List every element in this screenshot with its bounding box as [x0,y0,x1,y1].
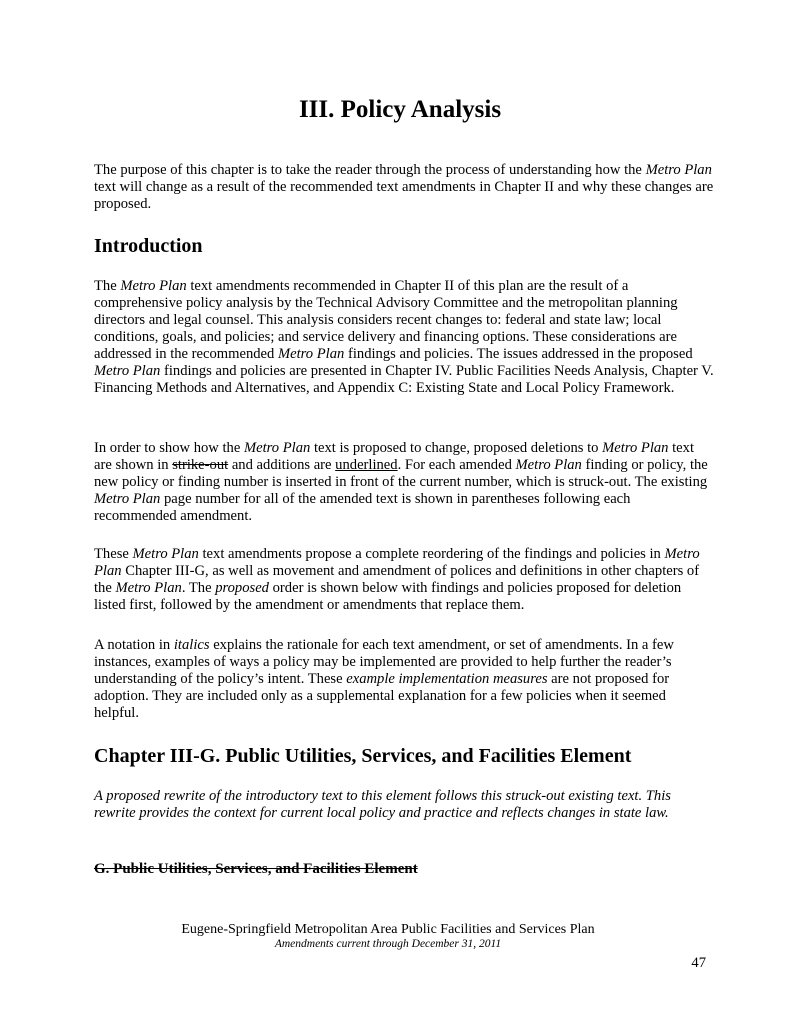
text-run: text are shown in [94,440,695,473]
text-run: text is proposed to change, proposed deletions to [310,440,603,456]
strikeout-sample: strike-out [172,457,229,473]
text-run: These [94,546,133,562]
text-run: The purpose of this chapter is to take the reader through the process of understanding how the [94,162,646,178]
page-number: 47 [691,955,706,971]
text-run: text amendments propose a complete reordering of the findings and policies in [198,546,665,562]
italic-run: Metro Plan [94,546,700,579]
text-run: explains the rationale for each text amendment, or set of amendments. In a few instances, examples of ways a policy may be implemented are provided to help further the reader’s understanding of the policy’s intent. These [94,637,674,687]
paragraph-1 [94,278,714,397]
footer-title: Eugene-Springfield Metropolitan Area Public Facilities and Services Plan [181,922,595,937]
italic-run: Metro Plan [243,440,311,456]
paragraph-3 [94,546,714,614]
page-title: III. Policy Analysis [298,96,502,123]
italic-run: Metro Plan [120,278,187,294]
text-run: A notation in [94,637,174,653]
italic-run: Metro Plan [132,546,199,562]
text-run: finding or policy, the new policy or finding number is inserted in front of the current number, which is struck-out. The existing [94,457,708,490]
text-run: In order to show how the [94,440,244,456]
underline-sample: underlined [335,457,398,473]
text-run: . For each amended [397,457,516,473]
text-run: order is shown below with findings and policies proposed for deletion listed first, followed by the amendment or amendments that replace them. [94,580,682,613]
italic-run: Metro Plan [645,162,712,178]
text-run: The [94,278,121,294]
text-run: findings and policies. The issues addressed in the proposed [344,346,693,362]
italic-run: Metro Plan [94,363,161,379]
paragraph-2 [94,440,714,525]
text-run: findings and policies are presented in Chapter IV. Public Facilities Needs Analysis, Chapter V. Financing Methods and Alternatives, and Appendix C: Existing State and Local Policy Framework. [94,363,714,396]
footer-subtitle: Amendments current through December 31, 2011 [274,938,502,950]
struck-section-heading: G. Public Utilities, Services, and Facilities Element [94,861,418,877]
italic-run: Metro Plan [515,457,582,473]
chapter-note: A proposed rewrite of the introductory text to this element follows this struck-out existing text. This rewrite provides the context for current local policy and practice and reflects changes in state law. [94,788,671,821]
italic-run: italics [173,637,210,653]
italic-run: Metro Plan [602,440,669,456]
italic-run: proposed [215,580,269,596]
chapter-heading: Chapter III-G. Public Utilities, Services, and Facilities Element [94,745,632,767]
italic-run: Metro Plan [115,580,182,596]
text-run: Chapter III-G, as well as movement and amendment of polices and definitions in other chapters of the [94,563,700,596]
text-run: text will change as a result of the recommended text amendments in Chapter II and why these changes are proposed. [94,179,714,212]
text-run: and additions are [228,457,336,473]
paragraph-4 [94,637,714,722]
italic-run: Metro Plan [277,346,345,362]
text-run: page number for all of the amended text is shown in parentheses following each recommended amendment. [94,491,631,524]
text-run: . The [181,580,216,596]
italic-run: example implementation measures [346,671,548,687]
text-run: are not proposed for adoption. They are included only as a supplemental explanation for a few policies when it seemed helpful. [94,671,670,721]
text-run: text amendments recommended in Chapter II of this plan are the result of a comprehensive policy analysis by the Technical Advisory Committee and the metropolitan planning directors and legal counsel. This analysis considers recent changes to: federal and state law; local conditions, goals, and policies; and service delivery and financing options. These considerations are addressed in the recommended [94,278,678,362]
intro-paragraph [94,162,714,213]
section-heading-introduction: Introduction [94,235,203,257]
italic-run: Metro Plan [94,491,161,507]
